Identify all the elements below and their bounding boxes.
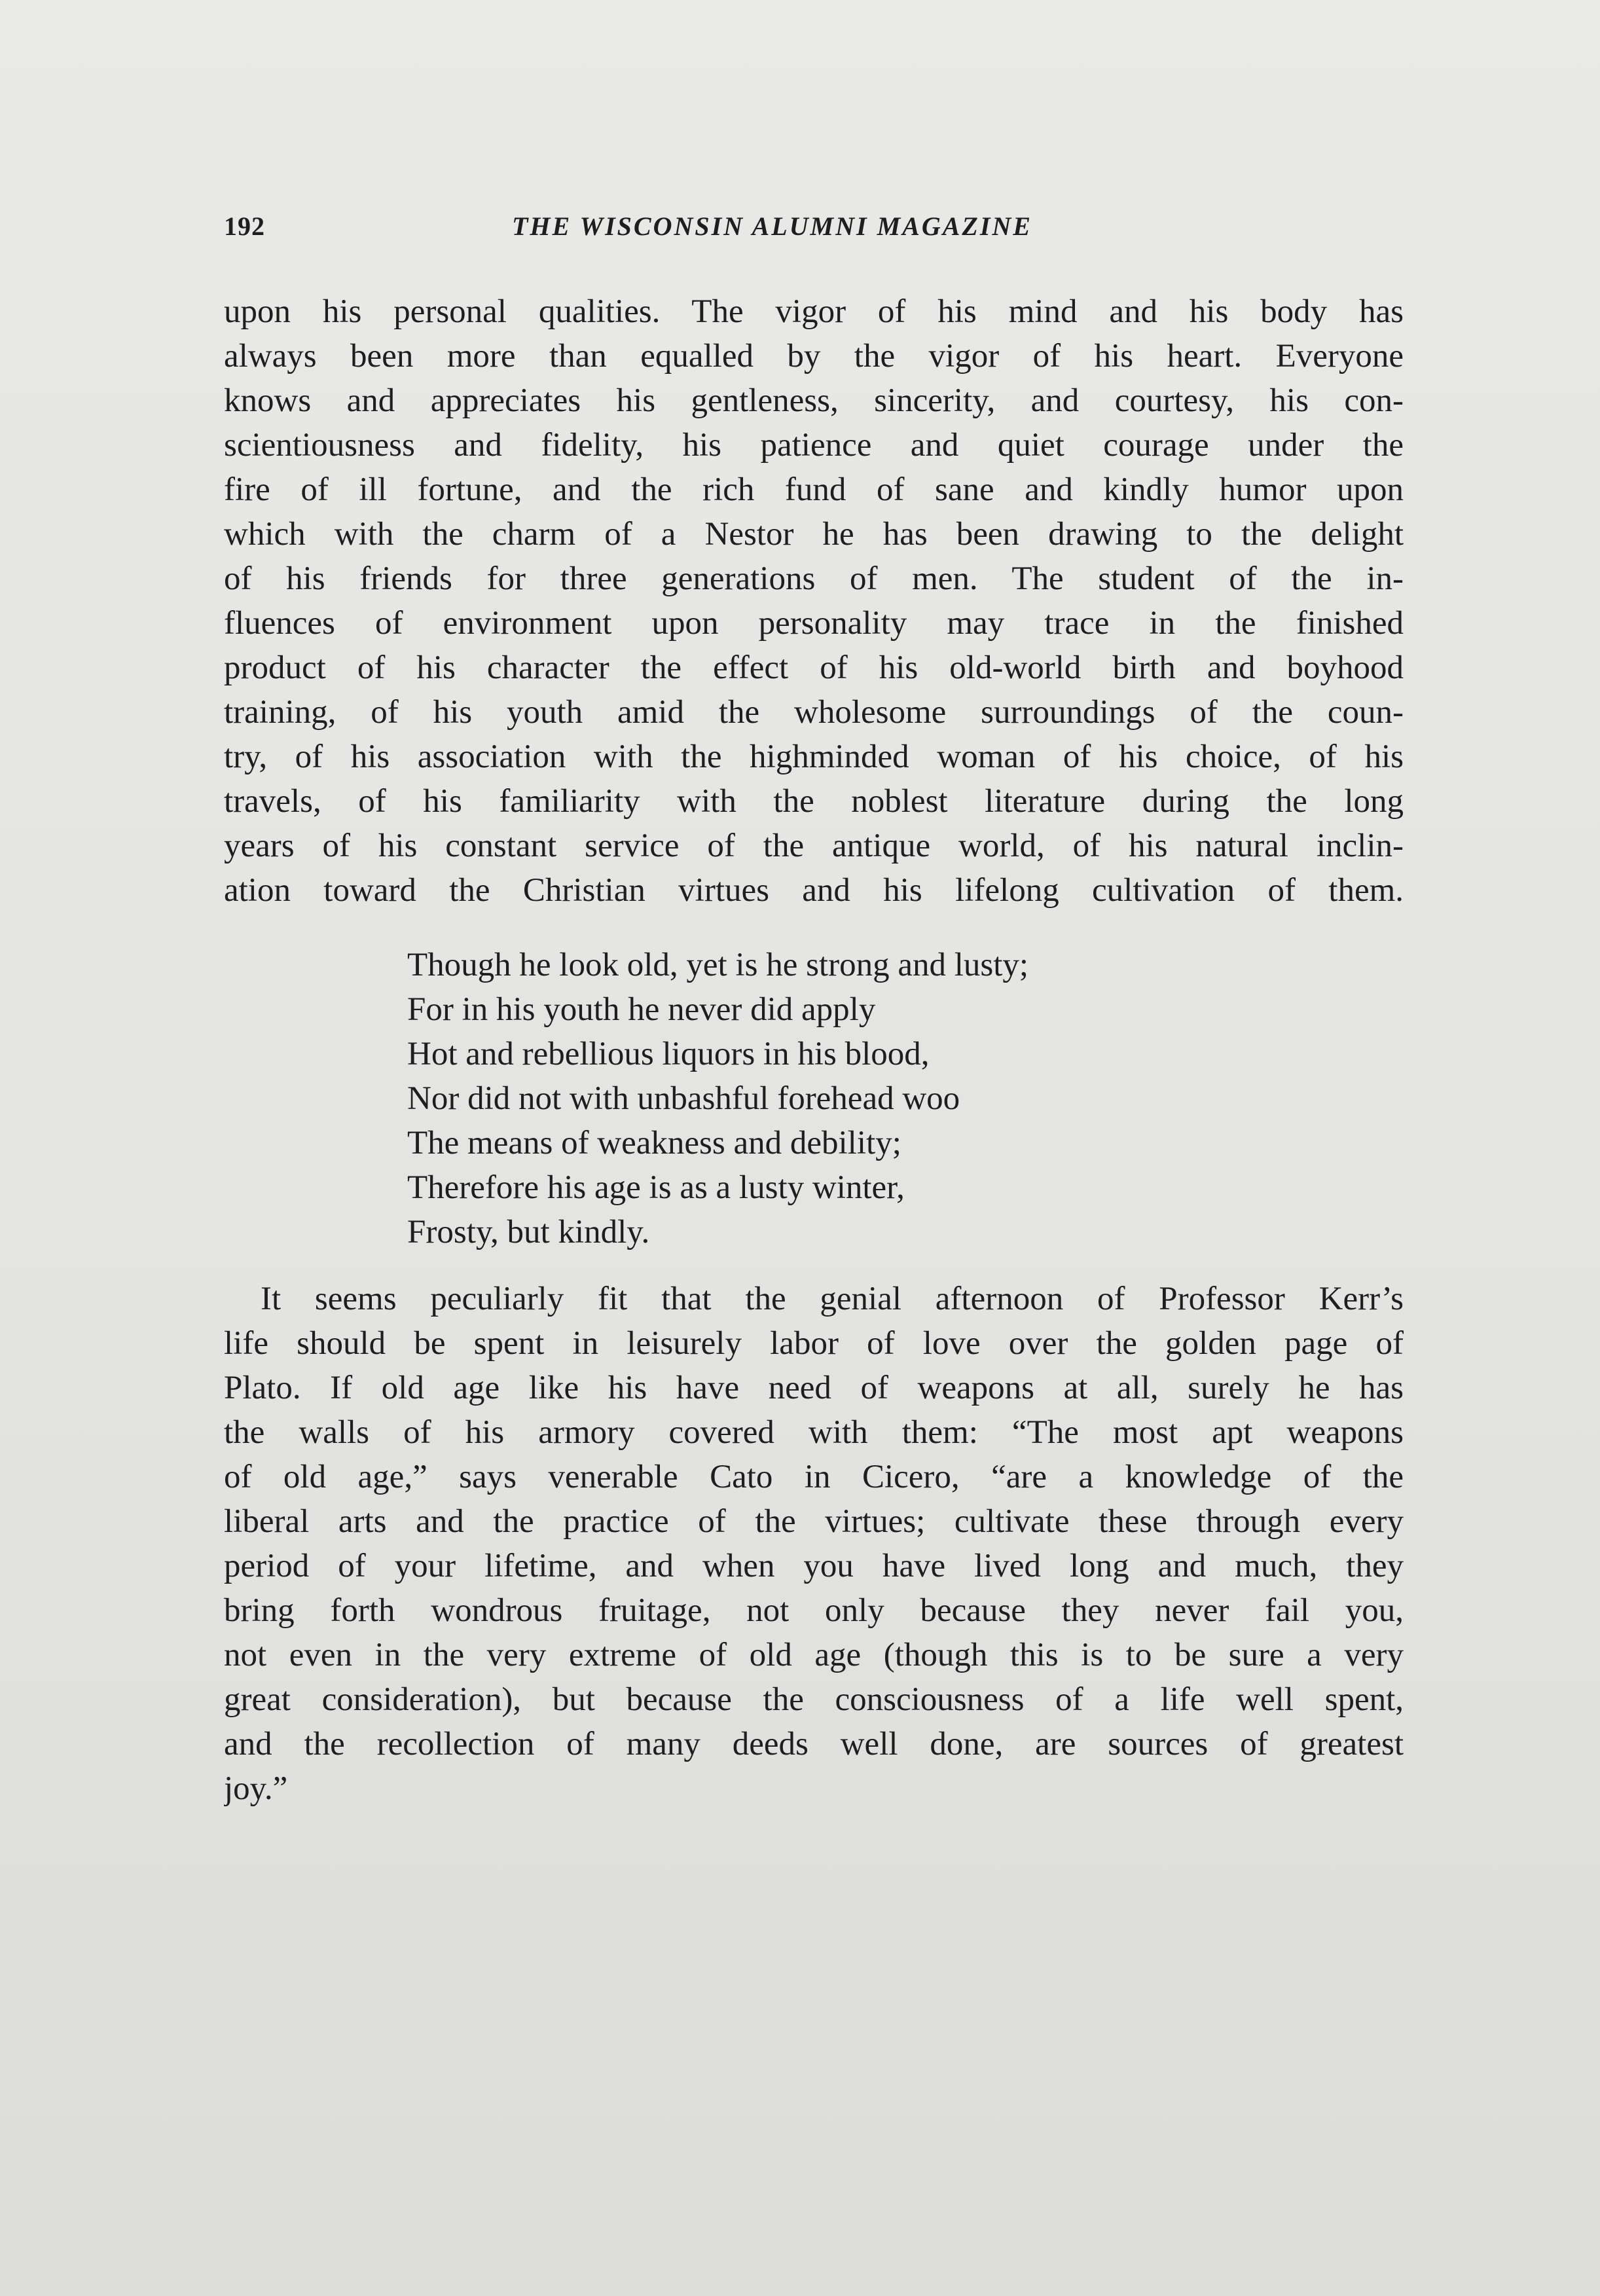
text-line: travels, of his familiarity with the noblest literature during the long [224,783,1404,820]
text-line: knows and appreciates his gentleness, sincerity, and courtesy, his con- [224,382,1404,419]
page-number: 192 [224,211,265,241]
paragraph-2 [224,1277,1404,1811]
text-line: which with the charm of a Nestor he has been drawing to the delight [224,516,1404,553]
text-line: life should be spent in leisurely labor of love over the golden page of [224,1325,1404,1362]
running-head: THE WISCONSIN ALUMNI MAGAZINE [512,211,1032,241]
text-line: training, of his youth amid the wholesome surroundings of the coun- [224,694,1404,731]
text-line: the walls of his armory covered with them: “The most apt weapons [224,1414,1404,1451]
verse-quotation [407,943,1193,1254]
text-line: period of your lifetime, and when you have lived long and much, they [224,1548,1404,1584]
text-line: It seems peculiarly fit that the genial afternoon of Professor Kerr’s [261,1281,1404,1317]
text-line: and the recollection of many deeds well done, are sources of greatest [224,1726,1404,1762]
text-line: fluences of environment upon personality may trace in the finished [224,605,1404,642]
text-line: scientiousness and fidelity, his patience and quiet courage under the [224,427,1404,464]
text-line: product of his character the effect of his old-world birth and boyhood [224,649,1404,686]
text-line: years of his constant service of the antique world, of his natural inclin- [224,828,1404,864]
text-line: fire of ill fortune, and the rich fund of sane and kindly humor upon [224,471,1404,508]
text-line: try, of his association with the highminded woman of his choice, of his [224,738,1404,775]
text-line: liberal arts and the practice of the virtues; cultivate these through every [224,1503,1404,1540]
verse-line: The means of weakness and debility; [407,1125,901,1161]
verse-line: For in his youth he never did apply [407,991,876,1028]
page-header [224,211,1402,250]
text-line: bring forth wondrous fruitage, not only because they never fail you, [224,1592,1404,1629]
text-line: great consideration), but because the consciousness of a life well spent, [224,1681,1404,1718]
text-line: of his friends for three generations of men. The student of the in- [224,560,1404,597]
paragraph-1 [224,289,1404,913]
text-line: Plato. If old age like his have need of weapons at all, surely he has [224,1370,1404,1406]
verse-line: Though he look old, yet is he strong and lusty; [407,947,1029,983]
text-line: always been more than equalled by the vigor of his heart. Everyone [224,338,1404,374]
text-line: upon his personal qualities. The vigor of his mind and his body has [224,293,1404,330]
text-line: not even in the very extreme of old age (though this is to be sure a very [224,1637,1404,1673]
verse-line: Frosty, but kindly. [407,1214,650,1250]
text-line: joy.” [224,1770,288,1807]
text-line: ation toward the Christian virtues and his lifelong cultivation of them. [224,872,1404,909]
verse-line: Nor did not with unbashful forehead woo [407,1080,960,1117]
verse-line: Therefore his age is as a lusty winter, [407,1169,905,1206]
verse-line: Hot and rebellious liquors in his blood, [407,1036,930,1072]
text-line: of old age,” says venerable Cato in Cicero, “are a knowledge of the [224,1459,1404,1495]
